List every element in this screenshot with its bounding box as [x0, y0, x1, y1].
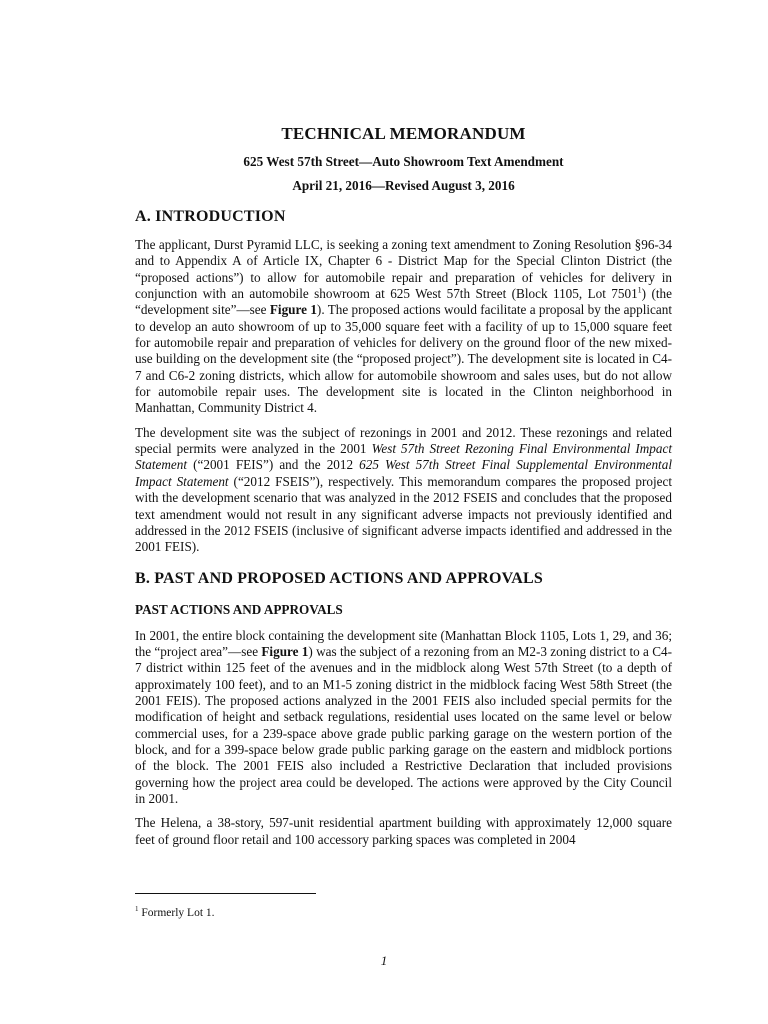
subsection-heading-past-actions: PAST ACTIONS AND APPROVALS — [135, 601, 343, 617]
intro-paragraph-1 — [135, 237, 672, 417]
footnote-divider — [135, 893, 316, 894]
footnote-text: Formerly Lot 1. — [138, 907, 215, 919]
text-run: In 2001, the entire block containing the development site (Manhattan Block 1105, Lots 1, 29, and 36; the “project area”—see — [135, 627, 672, 659]
document-citation: 625 West 57th Street Final Supplemental Environmental Impact Statement — [135, 457, 672, 489]
past-actions-paragraph-2: The Helena, a 38-story, 597-unit residential apartment building with approximately 12,000 square feet of ground floor retail and 100 accessory parking spaces was completed in 2004 — [135, 815, 672, 847]
document-citation: West 57th Street Rezoning Final Environmental Impact Statement — [135, 441, 672, 473]
footnote — [135, 907, 215, 919]
past-actions-paragraph-1 — [135, 628, 672, 808]
section-heading-actions: B. PAST AND PROPOSED ACTIONS AND APPROVALS — [135, 569, 544, 587]
text-run: ) was the subject of a rezoning from an M2-3 zoning district to a C4-7 district within 125 feet of the avenues and in the midblock along West 57th Street (to a depth of approximately 100 feet), and to an M1-5 zoning district in the midblock facing West 58th Street (the 2001 FEIS). The proposed actions analyzed in the 2001 FEIS also included special permits for the modification of height and setback regulations, residential uses located on the same level or below commercial uses, for a 239-space above grade public parking garage on the western portion of the block, and for a 399-space below grade public parking garage on the eastern and midblock portions of the block. The 2001 FEIS also included a Restrictive Declaration that included provisions governing how the project area could be developed. The actions were approved by the City Council in 2001. — [135, 643, 672, 806]
text-run: ) (the “development site”—see — [135, 286, 672, 318]
text-run: (“2012 FSEIS”), respectively. This memorandum compares the proposed project with the development scenario that was analyzed in the 2012 FSEIS and concludes that the proposed text amendment would not result in any significant adverse impacts not previously identified and addressed in the 2012 FSEIS (inclusive of significant adverse impacts identified and addressed in the 2001 FEIS). — [135, 473, 673, 555]
intro-paragraph-2 — [135, 425, 672, 556]
document-date: April 21, 2016—Revised August 3, 2016 — [292, 178, 515, 193]
text-run: ). The proposed actions would facilitate a proposal by the applicant to develop an auto showroom of up to 35,000 square feet with a facility of up to 15,000 square feet for automobile repair and preparation of vehicles for delivery on the ground floor of the new mixed-use building on the development site (the “proposed project”). The development site is located in C4-7 and C6-2 zoning districts, which allow for automobile showroom and sales uses, but do not allow for automobile repair uses. The development site is located in the Clinton neighborhood in Manhattan, Community District 4. — [135, 302, 672, 416]
page-content — [135, 124, 672, 856]
document-title: TECHNICAL MEMORANDUM — [281, 124, 526, 143]
document-subtitle: 625 West 57th Street—Auto Showroom Text Amendment — [243, 154, 564, 169]
text-run: The applicant, Durst Pyramid LLC, is seeking a zoning text amendment to Zoning Resolution §96-34 and to Appendix A of Article IX, Chapter 6 - District Map for the Special Clinton District (the “proposed actions”) to allow for automobile repair and preparation of vehicles for delivery in conjunction with an automobile showroom at 625 West 57th Street (Block 1105, Lot 7501 — [135, 237, 672, 302]
section-heading-introduction: A. INTRODUCTION — [135, 208, 286, 225]
footnote-mark: 1 — [135, 905, 139, 914]
text-run: (“2001 FEIS”) and the 2012 — [187, 457, 360, 473]
footnote-reference: 1 — [637, 285, 642, 295]
page-number: 1 — [380, 953, 388, 968]
figure-reference: Figure 1 — [269, 302, 317, 318]
figure-reference: Figure 1 — [261, 643, 309, 659]
text-run: The development site was the subject of rezonings in 2001 and 2012. These rezonings and related special permits were analyzed in the 2001 — [135, 424, 672, 457]
